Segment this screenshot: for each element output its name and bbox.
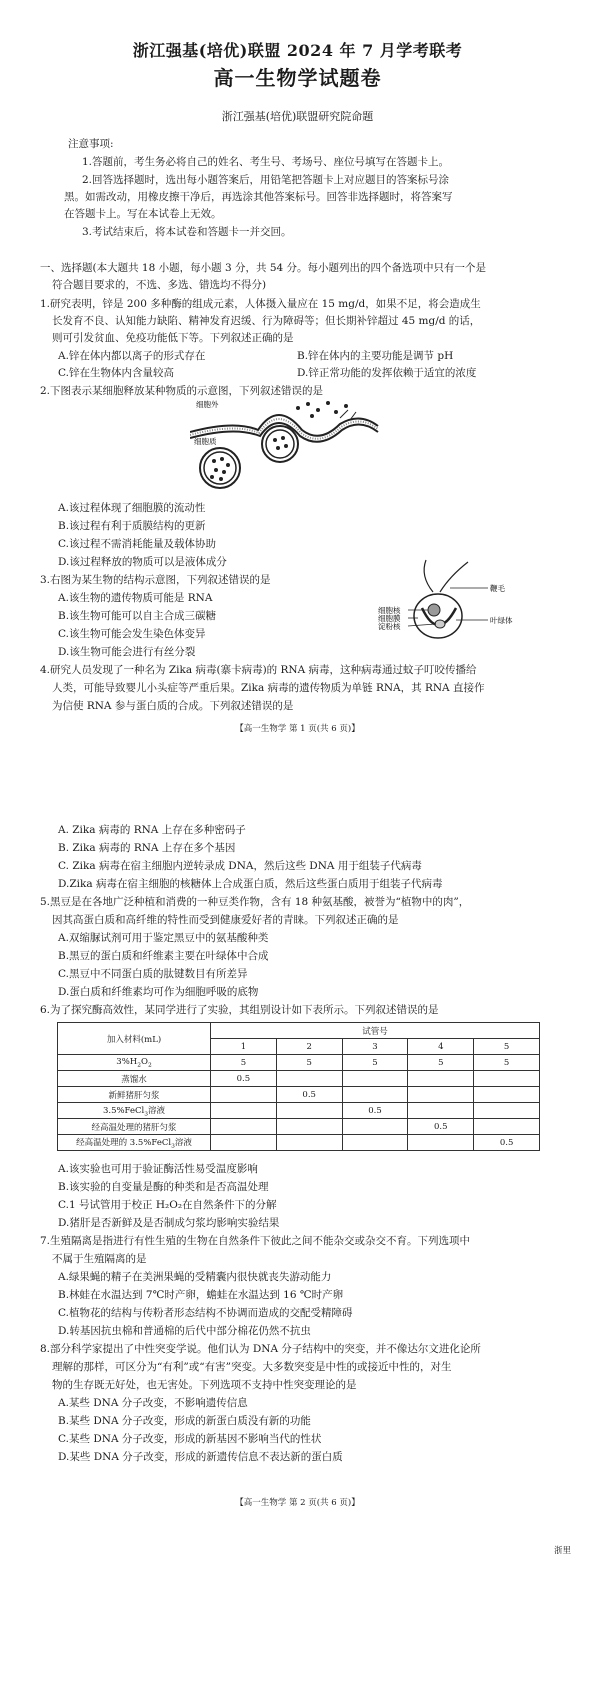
table-cell	[342, 1087, 408, 1103]
question-3-option-d: D.该生物可能会进行有丝分裂	[58, 646, 196, 658]
notice-heading: 注意事项:	[68, 138, 114, 150]
question-1-option-b: B.锌在体内的主要功能是调节 pH	[297, 350, 454, 362]
figure-label-chloroplast: 叶绿体	[490, 616, 513, 625]
page-footer: 【高一生物学 第 2 页(共 6 页)】	[235, 1498, 360, 1508]
question-6-option-b: B.该实验的自变量是酶的种类和是否高温处理	[58, 1181, 269, 1193]
question-7-stem: 不属于生殖隔离的是	[52, 1253, 147, 1265]
question-8-stem: 物的生存既无好处，也无害处。下列选项不支持中性突变理论的是	[52, 1379, 357, 1391]
question-4-option-a: A. Zika 病毒的 RNA 上存在多种密码子	[58, 824, 246, 836]
table-cell	[276, 1071, 342, 1087]
question-4-option-d: D.Zika 病毒在宿主细胞的核糖体上合成蛋白质，然后这些蛋白质用于组装子代病毒	[58, 878, 443, 890]
notice-line: 在答题卡上。写在本试卷上无效。	[64, 208, 222, 220]
table-cell	[211, 1103, 277, 1119]
question-3-stem: 3.右图为某生物的结构示意图，下列叙述错误的是	[40, 574, 271, 586]
table-cell: 0.5	[276, 1087, 342, 1103]
figure-label-flagellum: 鞭毛	[490, 584, 505, 593]
table-tube-number: 2	[276, 1039, 342, 1055]
table-cell: 5	[342, 1055, 408, 1071]
table-cell	[342, 1135, 408, 1151]
table-row-label: 蒸馏水	[58, 1071, 211, 1087]
question-8-option-b: B.某些 DNA 分子改变，形成的新蛋白质没有新的功能	[58, 1415, 311, 1427]
question-3-option-a: A.该生物的遗传物质可能是 RNA	[58, 592, 213, 604]
question-4-stem: 4.研究人员发现了一种名为 Zika 病毒(寨卡病毒)的 RNA 病毒，这种病毒通过蚊子叮咬传播给	[40, 664, 477, 676]
table-cell	[408, 1087, 474, 1103]
section-heading: 一、选择题(本大题共 18 小题，每小题 3 分，共 54 分。每小题列出的四个备选项中只有一个是	[40, 262, 487, 274]
page-footer: 【高一生物学 第 1 页(共 6 页)】	[235, 724, 360, 734]
table-cell	[342, 1071, 408, 1087]
experiment-table	[57, 1022, 540, 1151]
table-row	[58, 1119, 540, 1135]
table-cell	[474, 1087, 540, 1103]
table-cell	[276, 1119, 342, 1135]
question-7-option-d: D.转基因抗虫棉和普通棉的后代中部分棉花仍然不抗虫	[58, 1325, 311, 1337]
exam-page-1	[0, 0, 595, 800]
question-2-option-a: A.该过程体现了细胞膜的流动性	[58, 502, 206, 514]
question-4-stem: 人类，可能导致婴儿小头症等严重后果。Zika 病毒的遗传物质为单链 RNA，其 RNA 直接作	[52, 682, 485, 694]
table-tube-number: 4	[408, 1039, 474, 1055]
table-row	[58, 1103, 540, 1119]
question-6-option-d: D.猪肝是否新鲜及是否制成匀浆均影响实验结果	[58, 1217, 280, 1229]
table-row-label: $3\%H_2O_2$	[58, 1055, 211, 1071]
table-row	[58, 1135, 540, 1151]
table-cell: 0.5	[211, 1071, 277, 1087]
table-cell: 5	[408, 1055, 474, 1071]
notice-line: 3.考试结束后，将本试卷和答题卡一并交回。	[82, 226, 292, 238]
question-4-stem: 为信使 RNA 参与蛋白质的合成。下列叙述错误的是	[52, 700, 294, 712]
figure-label-membrane: 细胞膜	[378, 614, 401, 623]
exam-subject-title: 高一生物学试题卷	[213, 66, 382, 90]
question-1-option-a: A.锌在体内都以离子的形式存在	[58, 350, 206, 362]
question-1-option-d: D.锌正常功能的发挥依赖于适宜的浓度	[297, 367, 477, 379]
question-6-option-a: A.该实验也可用于验证酶活性易受温度影响	[58, 1163, 258, 1175]
question-5-option-d: D.蛋白质和纤维素均可作为细胞呼吸的底物	[58, 986, 259, 998]
question-8-stem: 理解的那样，可区分为“有利”或“有害”突变。大多数突变是中性的或接近中性的，对生	[52, 1361, 452, 1373]
question-5-option-a: A.双缩脲试剂可用于鉴定黑豆中的氨基酸种类	[58, 932, 269, 944]
exocytosis-figure	[190, 398, 380, 496]
question-1-stem: 则可引发贫血、免疫功能低下等。下列叙述正确的是	[52, 332, 294, 344]
question-1-stem: 长发育不良、认知能力缺陷、精神发育迟缓、行为障碍等；但长期补锌超过 45 mg/d 的话，	[52, 315, 481, 327]
question-8-stem: 8.部分科学家提出了中性突变学说。他们认为 DNA 分子结构中的突变，并不像达尔文进化论所	[40, 1343, 481, 1355]
question-3-option-c: C.该生物可能会发生染色体变异	[58, 628, 206, 640]
table-cell	[211, 1119, 277, 1135]
question-7-option-a: A.绿果蝇的精子在美洲果蝇的受精囊内很快就丧失游动能力	[58, 1271, 332, 1283]
table-cell	[408, 1135, 474, 1151]
question-5-option-b: B.黑豆的蛋白质和纤维素主要在叶绿体中合成	[58, 950, 269, 962]
question-5-stem: 5.黑豆是在各地广泛种植和消费的一种豆类作物，含有 18 种氨基酸，被誉为“植物中的肉”，	[40, 896, 470, 908]
table-cell	[276, 1103, 342, 1119]
table-row-label: 3.5%FeCl$_3$溶液	[58, 1103, 211, 1119]
question-8-option-a: A.某些 DNA 分子改变，不影响遗传信息	[58, 1397, 248, 1409]
table-cell	[342, 1119, 408, 1135]
table-cell: 5	[474, 1055, 540, 1071]
table-cell	[211, 1087, 277, 1103]
table-tube-number: 1	[211, 1039, 277, 1055]
exam-issuer: 浙江强基(培优)联盟研究院命题	[221, 110, 374, 123]
table-cell	[408, 1103, 474, 1119]
question-8-option-d: D.某些 DNA 分子改变，形成的新遗传信息不表达新的蛋白质	[58, 1451, 343, 1463]
table-corner-header: 加入材料(mL)	[58, 1023, 211, 1055]
notice-line: 黑。如需改动，用橡皮擦干净后，再选涂其他答案标号。回答非选择题时，将答案写	[64, 191, 453, 203]
question-8-option-c: C.某些 DNA 分子改变，形成的新基因不影响当代的性状	[58, 1433, 322, 1445]
notice-line: 2.回答选择题时，选出每小题答案后，用铅笔把答题卡上对应题目的答案标号涂	[82, 174, 450, 186]
question-7-option-c: C.植物花的结构与传粉者形态结构不协调而造成的交配受精障碍	[58, 1307, 353, 1319]
table-cell: 5	[276, 1055, 342, 1071]
question-6-stem: 6.为了探究酶高效性，某同学进行了实验，其组别设计如下表所示。下列叙述错误的是	[40, 1004, 439, 1016]
question-4-option-b: B. Zika 病毒的 RNA 上存在多个基因	[58, 842, 236, 854]
table-row-label: 经高温处理的猪肝匀浆	[58, 1119, 211, 1135]
exam-page-2	[0, 824, 595, 1682]
table-row-label: 经高温处理的 3.5%FeCl$_3$溶液	[58, 1135, 211, 1151]
figure-label-cytoplasm: 细胞质	[194, 437, 217, 446]
exam-title: 浙江强基(培优)联盟 2024 年 7 月学考联考	[132, 41, 463, 60]
table-row	[58, 1087, 540, 1103]
corner-mark: 浙里	[553, 1546, 571, 1556]
question-7-stem: 7.生殖隔离是指进行有性生殖的生物在自然条件下彼此之间不能杂交或杂交不育。下列选项中	[40, 1235, 471, 1247]
table-cell	[408, 1071, 474, 1087]
figure-label-extracellular: 细胞外	[196, 400, 219, 409]
table-row	[58, 1055, 540, 1071]
table-cell: 0.5	[408, 1119, 474, 1135]
table-cell	[474, 1119, 540, 1135]
question-2-option-b: B.该过程有利于质膜结构的更新	[58, 520, 206, 532]
table-cell: 5	[211, 1055, 277, 1071]
table-cell	[474, 1071, 540, 1087]
table-row-label: 新鲜猪肝匀浆	[58, 1087, 211, 1103]
question-4-option-c: C. Zika 病毒在宿主细胞内逆转录成 DNA，然后这些 DNA 用于组装子代病毒	[58, 860, 422, 872]
algae-cell-figure	[378, 558, 553, 640]
table-cell	[474, 1103, 540, 1119]
section-heading: 符合题目要求的，不选、多选、错选均不得分)	[52, 279, 267, 291]
question-5-stem: 因其高蛋白质和高纤维的特性而受到健康爱好者的青睐。下列叙述正确的是	[52, 914, 399, 926]
question-1-stem: 1.研究表明，锌是 200 多种酶的组成元素，人体摄入量应在 15 mg/d，如果不足，将会造成生	[40, 298, 481, 310]
table-cell	[211, 1135, 277, 1151]
question-3-option-b: B.该生物可能可以自主合成三碳糖	[58, 610, 217, 622]
question-2-stem: 2.下图表示某细胞释放某种物质的示意图，下列叙述错误的是	[40, 385, 324, 397]
question-2-option-c: C.该过程不需消耗能量及载体协助	[58, 538, 216, 550]
table-tube-number: 3	[342, 1039, 408, 1055]
table-tube-number: 5	[474, 1039, 540, 1055]
question-5-option-c: C.黑豆中不同蛋白质的肽键数目有所差异	[58, 968, 248, 980]
table-group-header: 试管号	[211, 1023, 540, 1039]
table-cell: 0.5	[474, 1135, 540, 1151]
question-7-option-b: B.林蛙在水温达到 7℃时产卵，蟾蛙在水温达到 16 ℃时产卵	[58, 1289, 344, 1301]
question-6-option-c: C.1 号试管用于校正 H₂O₂在自然条件下的分解	[58, 1199, 277, 1211]
figure-label-pyrenoid: 淀粉核	[378, 622, 401, 631]
notice-line: 1.答题前，考生务必将自己的姓名、考生号、考场号、座位号填写在答题卡上。	[82, 156, 450, 168]
question-2-option-d: D.该过程释放的物质可以是液体成分	[58, 556, 227, 568]
question-1-option-c: C.锌在生物体内含量较高	[58, 367, 174, 379]
table-cell	[276, 1135, 342, 1151]
table-row	[58, 1071, 540, 1087]
figure-label-nucleus: 细胞核	[378, 606, 401, 615]
table-cell: 0.5	[342, 1103, 408, 1119]
